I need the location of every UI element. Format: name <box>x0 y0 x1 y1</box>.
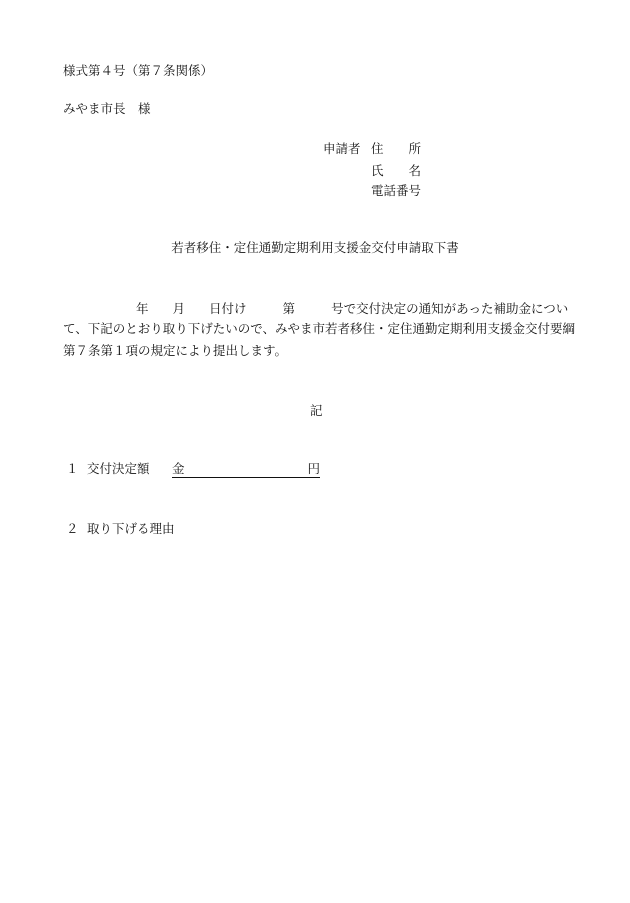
dated-label: 日付け <box>209 301 247 316</box>
amount-prefix: 金 <box>172 461 185 476</box>
phone-label: 電話番号 <box>371 183 422 198</box>
ki-heading: 記 <box>310 403 323 418</box>
year-label: 年 <box>136 301 149 316</box>
month-label: 月 <box>172 301 186 316</box>
address-label: 住 所 <box>371 141 422 156</box>
addressee: みやま市長 様 <box>63 101 151 116</box>
item-1-label: 交付決定額 <box>87 461 150 476</box>
document-title: 若者移住・定住通勤定期利用支援金交付申請取下書 <box>171 240 459 255</box>
number-prefix: 第 <box>282 301 296 316</box>
body-line-3: 第７条第１項の規定により提出します。 <box>63 343 288 358</box>
name-label: 氏 名 <box>371 163 422 178</box>
body-line-1 <box>63 301 583 317</box>
amount-suffix: 円 <box>307 461 320 476</box>
form-number: 様式第４号（第７条関係） <box>63 63 214 78</box>
item-1-number: １ <box>66 461 79 476</box>
item-2-label: 取り下げる理由 <box>87 521 175 536</box>
body-line-1-text: 号で交付決定の通知があった補助金につい <box>331 301 569 316</box>
body-line-2: て、下記のとおり取り下げたいので、みやま市若者移住・定住通勤定期利用支援金交付要綱 <box>63 321 576 336</box>
applicant-label: 申請者 <box>323 141 361 156</box>
item-2-number: ２ <box>66 521 79 536</box>
amount-field[interactable] <box>172 461 320 478</box>
